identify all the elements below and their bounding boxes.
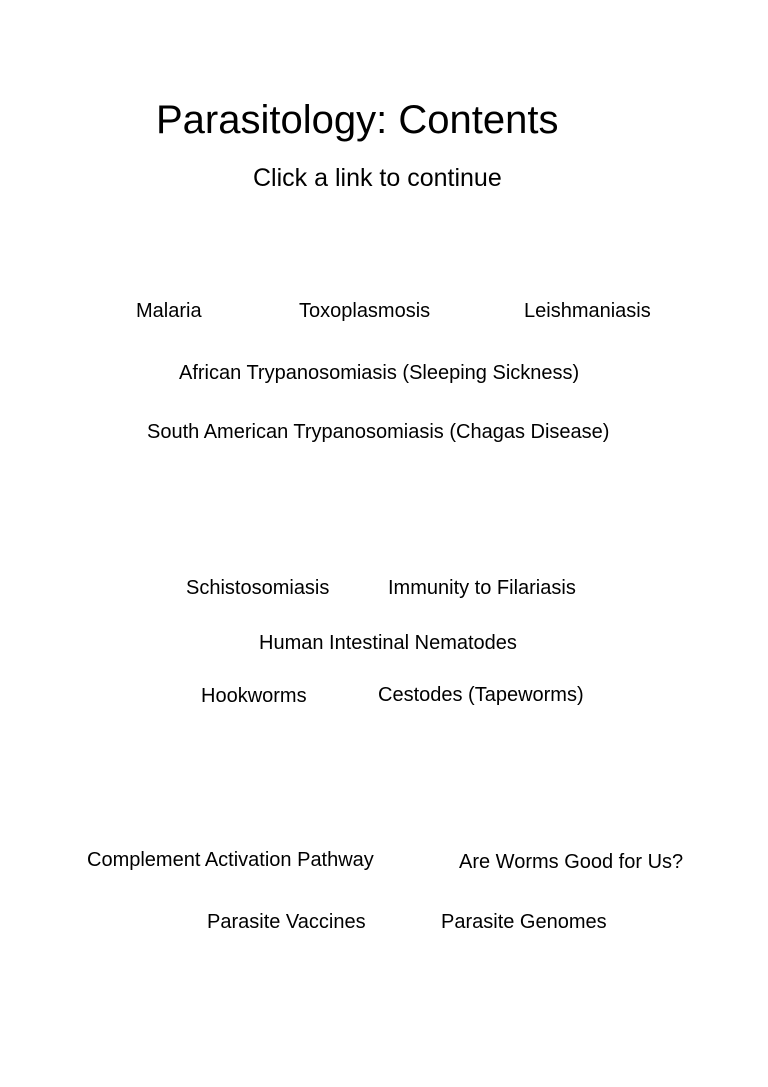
link-human-intestinal-nematodes[interactable]: Human Intestinal Nematodes bbox=[259, 632, 517, 654]
link-african-trypanosomiasis[interactable]: African Trypanosomiasis (Sleeping Sickness) bbox=[179, 362, 580, 384]
link-are-worms-good-for-us[interactable]: Are Worms Good for Us? bbox=[459, 851, 684, 873]
link-parasite-vaccines[interactable]: Parasite Vaccines bbox=[207, 911, 366, 933]
link-complement-activation-pathway[interactable]: Complement Activation Pathway bbox=[87, 849, 374, 871]
page-title: Parasitology: Contents bbox=[156, 98, 559, 142]
link-toxoplasmosis[interactable]: Toxoplasmosis bbox=[299, 300, 431, 322]
link-cestodes[interactable]: Cestodes (Tapeworms) bbox=[378, 684, 584, 706]
link-parasite-genomes[interactable]: Parasite Genomes bbox=[441, 911, 607, 933]
link-malaria[interactable]: Malaria bbox=[136, 300, 202, 322]
link-south-american-trypanosomiasis[interactable]: South American Trypanosomiasis (Chagas Disease) bbox=[147, 421, 610, 443]
link-hookworms[interactable]: Hookworms bbox=[201, 685, 307, 707]
page-subtitle: Click a link to continue bbox=[253, 164, 502, 192]
link-immunity-to-filariasis[interactable]: Immunity to Filariasis bbox=[388, 577, 576, 599]
link-leishmaniasis[interactable]: Leishmaniasis bbox=[524, 300, 651, 322]
link-schistosomiasis[interactable]: Schistosomiasis bbox=[186, 577, 330, 599]
